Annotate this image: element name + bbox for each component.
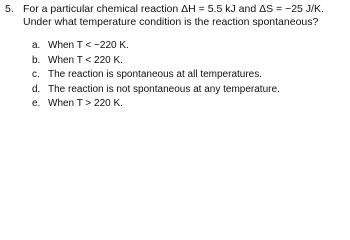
question-block: [0, 0, 350, 118]
question-number: 5.: [5, 3, 14, 15]
option-text: The reaction is not spontaneous at any temperature.: [48, 83, 280, 95]
answer-option-b[interactable]: [32, 54, 280, 69]
question-stem-line-2: Under what temperature condition is the reaction spontaneous?: [23, 16, 319, 28]
option-letter: e.: [32, 98, 41, 109]
option-text: When T > 220 K.: [48, 98, 123, 109]
option-text: When T < 220 K.: [48, 54, 123, 66]
option-letter: b.: [32, 54, 41, 66]
option-letter: d.: [32, 83, 41, 95]
answer-option-c[interactable]: [32, 68, 280, 83]
option-text: When T < −220 K.: [48, 40, 129, 51]
answer-option-d[interactable]: [32, 83, 280, 98]
option-letter: c.: [32, 69, 40, 80]
answer-option-a[interactable]: [32, 39, 280, 54]
option-text: The reaction is spontaneous at all temperatures.: [48, 69, 263, 80]
answer-options: [32, 39, 280, 112]
question-stem: [23, 3, 345, 29]
question-stem-line-1: For a particular chemical reaction ΔH = 5.5 kJ and ΔS = −25 J/K.: [23, 3, 324, 15]
answer-option-e[interactable]: [32, 97, 280, 112]
option-letter: a.: [32, 40, 41, 51]
